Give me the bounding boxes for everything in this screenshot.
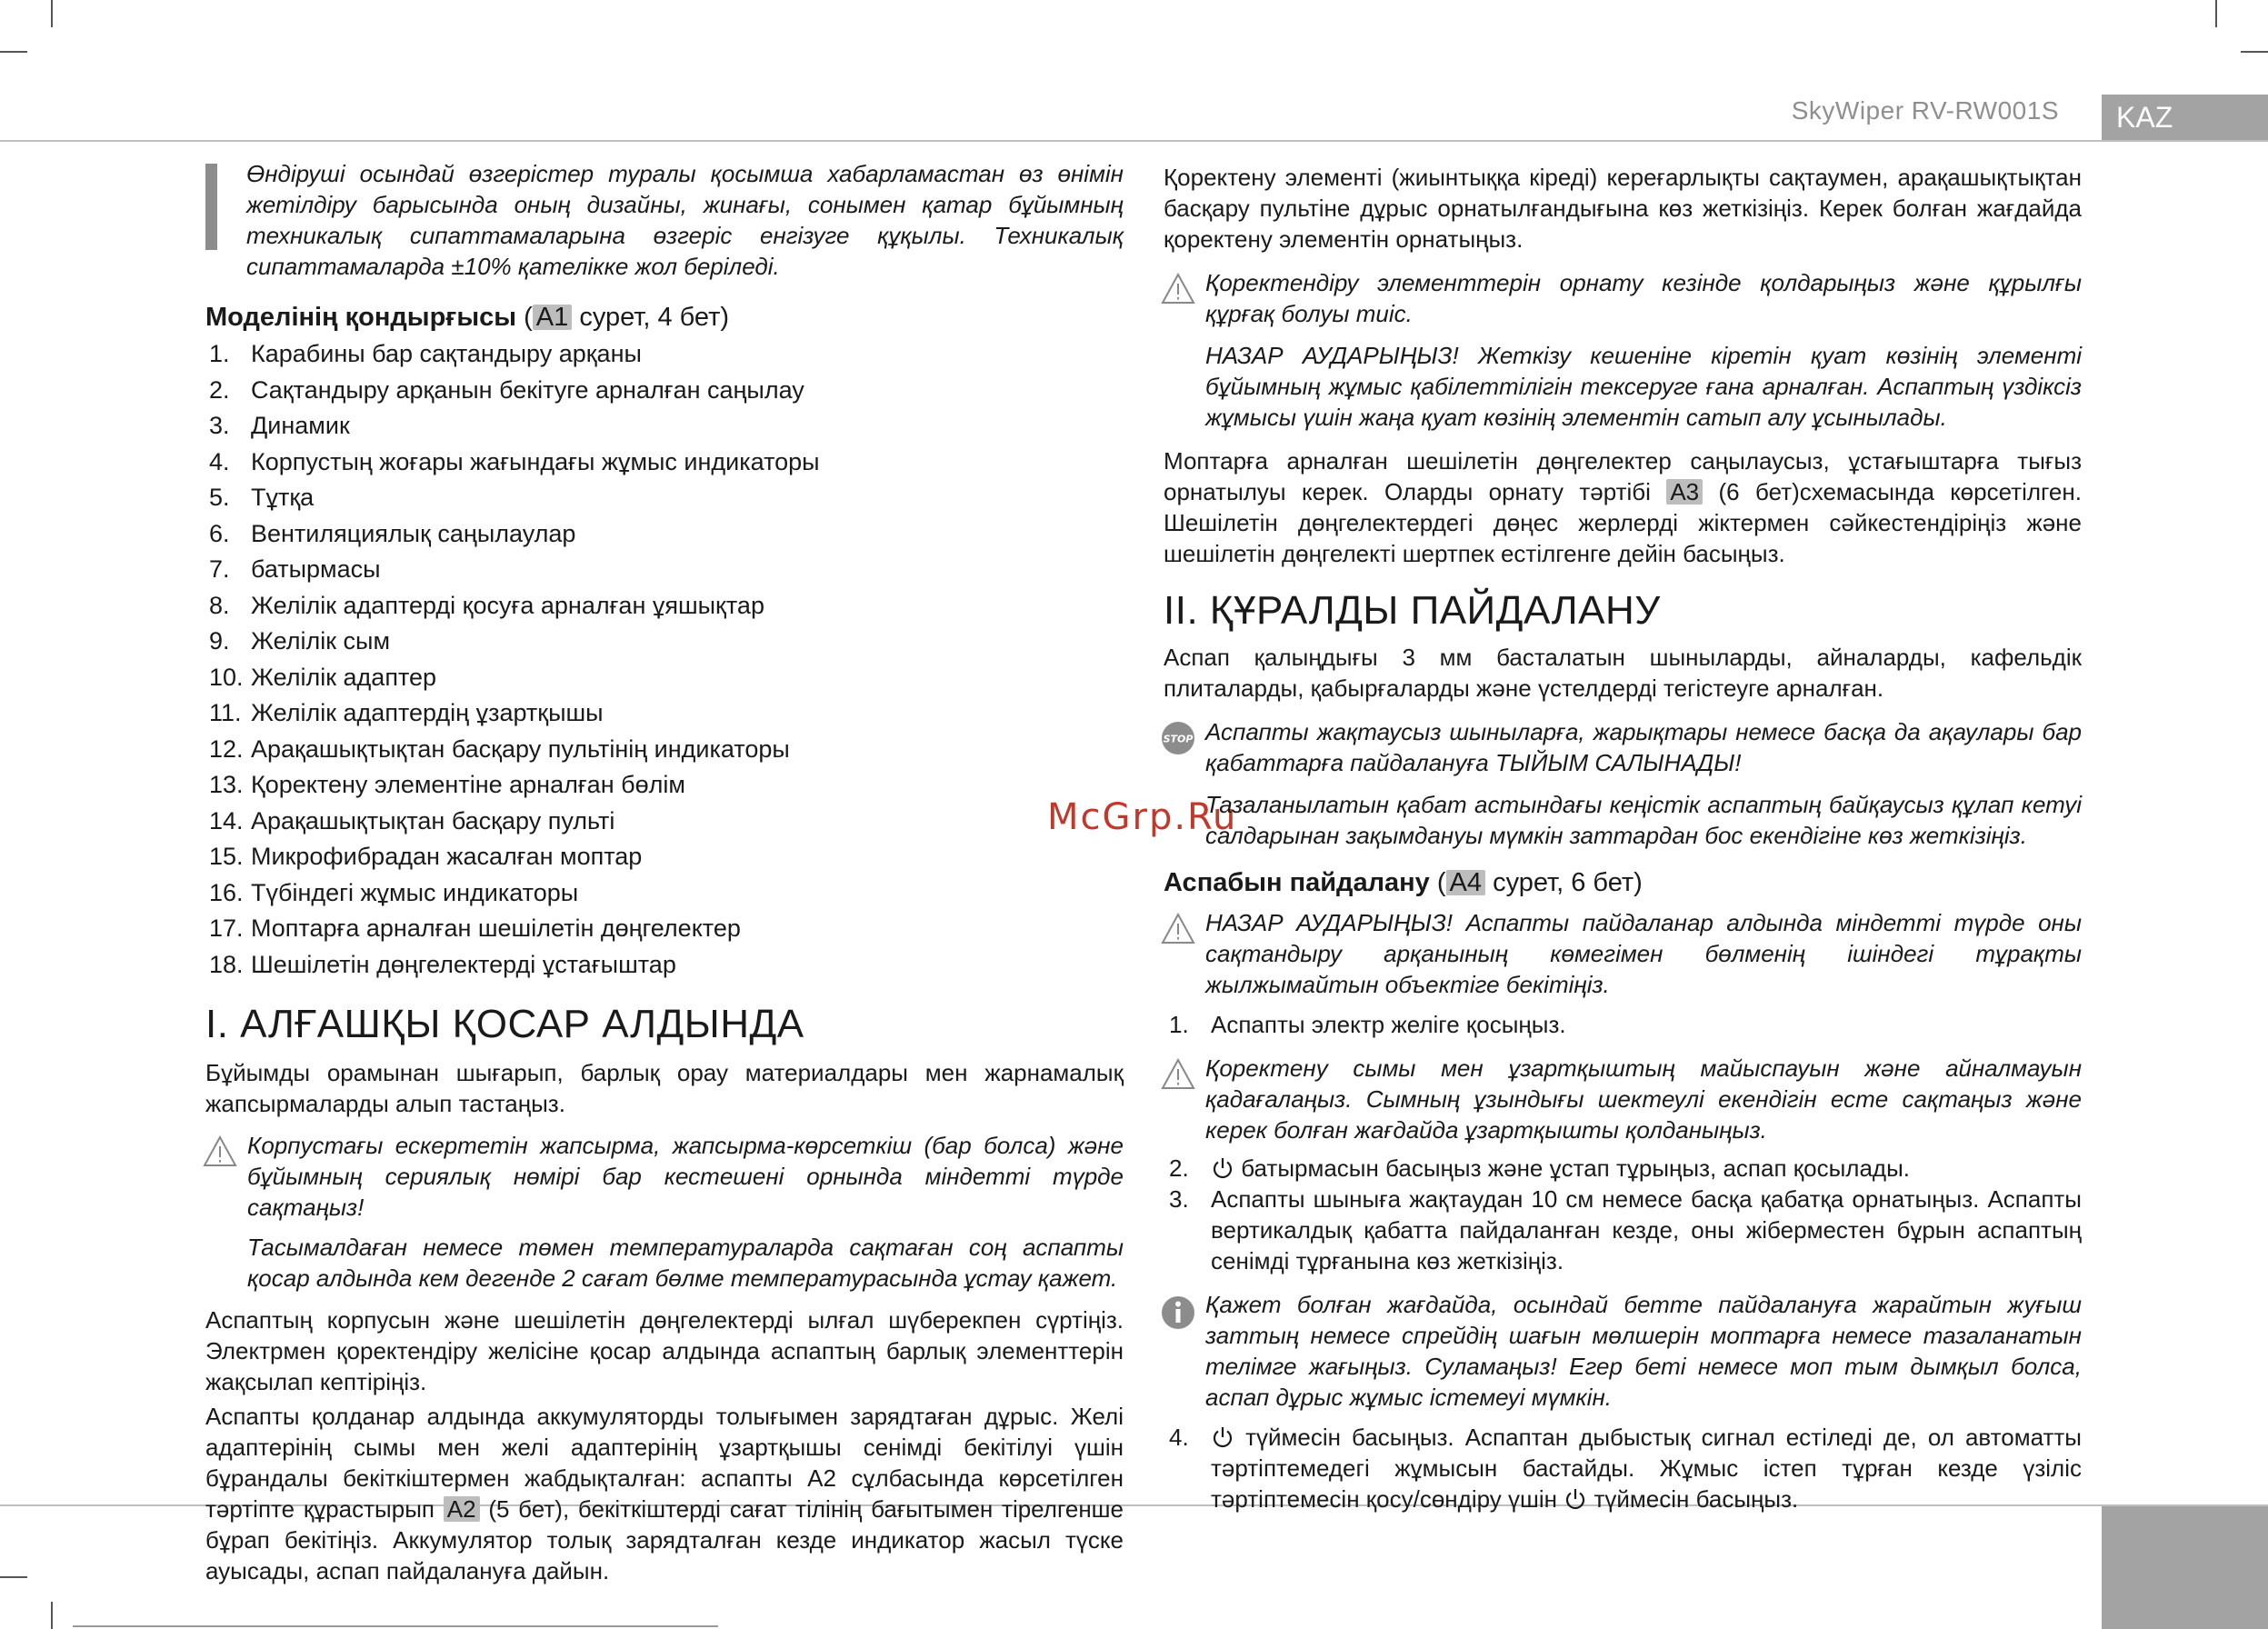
paragraph: Қоректену элементі (жиынтыққа кіреді) кереғарлықты сақтаумен, арақашықтықтан басқару пультіне дұрыс орнатылғандығына көз жеткізіңіз. Керек болған жағдайда қоректену элементін орнатыңыз. — [1164, 164, 2082, 253]
use-heading-line: Аспабын пайдалану ( A4 сурет, 6 бет) — [1164, 868, 1643, 897]
figure-tag-a2: A2 — [444, 1496, 480, 1522]
language-badge: KAZ — [2102, 95, 2268, 140]
warning-note-2 — [1164, 267, 2082, 433]
list-item: 8. Желілік адаптерді қосуға арналған ұяшықтар — [209, 591, 764, 619]
crop-mark — [73, 1625, 718, 1627]
step-1: 1. Аспапты электр желіге қосыңыз. — [1169, 1011, 1566, 1038]
header-divider — [0, 140, 2268, 142]
crop-mark — [2241, 51, 2268, 53]
list-item: 14. Арақашықтықтан басқару пульті — [209, 806, 615, 834]
svg-text:STOP: STOP — [1163, 733, 1194, 745]
paragraph: Аспапты қолданар алдында аккумуляторды толығымен зарядтаған дұрыс. Желі адаптерінің сымы мен желі адаптерінің ұзартқышы сенімді бекітілуі үшін бұрандалы бекіткіштермен жабдықталған: аспапты A2 сұлбасында көрсетілген тәртіпте құрастырып A2 (5 бет), бекіткіштерді сағат тілінің бағытымен тірелгенше бұрап бекітіңіз. Аккумулятор толық зарядталған кезде индикатор жасыл түске ауысады, аспап пайдалануға дайын. — [205, 1403, 1124, 1584]
warning-text: Қоректену сымы мен ұзартқыштың майыспауын және айналмауын қадағалаңыз. Сымның ұзындығы шектеулі екендігін есте сақтаңыз және керек болған жағдайда ұзартқышты қолданыңыз. — [1205, 1054, 2082, 1144]
warning-icon — [1160, 911, 1196, 947]
warning-text: Корпустағы ескертетін жапсырма, жапсырма-көрсеткіш (бар болса) және бұйымның сериялық нөмірі бар кестешені орнында міндетті түрде сақтаңыз! — [247, 1132, 1124, 1221]
warning-text: НАЗАР АУДАРЫҢЫЗ! Аспапты пайдаланар алдында міндетті түрде оны сақтандыру арқанының көмегімен бөлменің ішіндегі тұрақты жылжымайтын объектіге бекітіңіз. — [1205, 909, 2082, 998]
list-item: 1. Карабины бар сақтандыру арқаны — [209, 340, 642, 367]
power-icon — [1211, 1156, 1234, 1180]
list-item: 6. Вентиляциялық саңылаулар — [209, 519, 576, 547]
watermark: McGrp.Ru — [1047, 796, 1238, 838]
list-item: 16. Түбіндегі жұмыс индикаторы — [209, 878, 579, 906]
use-heading: Аспабын пайдалану — [1164, 868, 1430, 897]
crop-mark — [0, 1576, 27, 1578]
warning-icon — [1160, 1056, 1196, 1093]
warning-text: Тасымалдаған немесе төмен температураларда сақтаған соң аспапты қосар алдында кем дегенде 2 сағат бөлме температурасында ұстау қажет. — [247, 1234, 1124, 1292]
warning-note-1 — [205, 1130, 1124, 1294]
step-4: 4. түймесін басыңыз. Аспаптан дыбыстық сигнал естіледі де, ол автоматты тәртіптемедегі жұмысын бастайды. Жұмыс істеп тұрған кезде үзіліс тәртіптемесін қосу/сөндіру үшін түймесін басыңыз. — [1169, 1424, 2082, 1513]
stop-text: Тазаланылатын қабат астындағы кеңістік аспаптың байқаусыз құлап кетуі салдарынан зақымдануы мүмкін заттардан бос екендігіне көз жеткізіңіз. — [1205, 791, 2082, 849]
list-item: 15. Микрофибрадан жасалған моптар — [209, 843, 643, 870]
list-item: 4. Корпустың жоғары жағындағы жұмыс индикаторы — [209, 447, 820, 475]
info-icon — [1160, 1294, 1196, 1331]
stop-text: Аспапты жақтаусыз шыныларға, жарықтары немесе басқа да ақаулары бар қабаттарға пайдалануға ТЫЙЫМ САЛЫНАДЫ! — [1205, 718, 2082, 776]
stop-icon — [1160, 720, 1196, 756]
section-1-paragraph: Бұйымды орамынан шығарып, барлық орау материалдары мен жарнамалық жапсырмаларды алып тастаңыз. — [205, 1059, 1124, 1117]
list-item: 13. Қоректену элементіне арналған бөлім — [209, 771, 685, 798]
header-title: SkyWiper RV-RW001S — [1791, 96, 2059, 125]
page-number-box — [2102, 1506, 2268, 1629]
list-item: 5. Тұтқа — [209, 484, 315, 511]
section-2-title: II. ҚҰРАЛДЫ ПАЙДАЛАНУ — [1164, 588, 1661, 633]
warning-icon — [202, 1134, 238, 1170]
warning-text: НАЗАР АУДАРЫҢЫЗ! Жеткізу кешеніне кіретін қуат көзінің элементі бұйымның жұмыс қабілеттілігін тексеруге ғана арналған. Аспаптың үздіксіз жұмысы үшін жаңа қуат көзінің элементін сатып алу ұсынылады. — [1205, 342, 2082, 431]
model-paren: ( — [524, 303, 533, 332]
paragraph: Аспап қалыңдығы 3 мм басталатын шыныларды, айналарды, кафельдік плиталарды, қабырғаларды және үстелдерді тегістеуге арналған. — [1164, 644, 2082, 702]
paragraph: Аспаптың корпусын және шешілетін дөңгелектерді ылғал шүберекпен сүртіңіз. Электрмен қоректендіру желісіне қосар алдында аспаптың барлық элементтерін жақсылап кептіріңіз. — [205, 1306, 1124, 1395]
model-heading: Моделінің қондырғысы — [205, 303, 517, 332]
paragraph: Моптарға арналған шешілетін дөңгелектер саңылаусыз, ұстағыштарға тығыз орнатылуы керек. Оларды орнату тәртібі A3 (6 бет)схемасында көрсетілген. Шешілетін дөңгелектердегі дөңес жерлерді жіктермен сәйкестендіріңіз және шешілетін дөңгелекті шертпек естілгенге дейін басыңыз. — [1164, 447, 2082, 567]
warning-text: Қоректендіру элементтерін орнату кезінде қолдарыңыз және құрылғы құрғақ болуы тиіс. — [1205, 269, 2082, 327]
crop-mark — [0, 51, 27, 53]
figure-tag-a1: A1 — [533, 305, 572, 330]
section-1-title: I. АЛҒАШҚЫ ҚОСАР АЛДЫНДА — [205, 1002, 804, 1046]
list-item: 9. Желілік сым — [209, 627, 391, 655]
crop-mark — [2215, 0, 2217, 27]
list-item: 7. батырмасы — [209, 555, 381, 583]
power-icon — [1211, 1425, 1234, 1449]
model-ref: сурет, 4 бет) — [579, 303, 730, 332]
info-text: Қажет болған жағдайда, осындай бетте пайдалануға жарайтын жуғыш заттың немесе спрейдің шағын мөлшерін моптарға немесе тазаланатын телімге жағыңыз. Суламаңыз! Егер беті немесе моп тым дымқыл болса, аспап дұрыс жұмыс істемеуі мүмкін. — [1205, 1291, 2082, 1411]
crop-mark — [51, 1602, 53, 1629]
crop-mark — [51, 0, 53, 27]
list-item: 17. Моптарға арналған шешілетін дөңгелектер — [209, 914, 741, 942]
list-item: 18. Шешілетін дөңгелектерді ұстағыштар — [209, 950, 676, 978]
warning-note-3 — [1164, 907, 2082, 1000]
list-item: 10. Желілік адаптер — [209, 663, 437, 691]
step-2: 2. батырмасын басыңыз және ұстап тұрыңыз, аспап қосылады. — [1169, 1154, 1910, 1182]
list-item: 2. Сақтандыру арқанын бекітуге арналған саңылау — [209, 375, 804, 404]
intro-note: Өндіруші осындай өзгерістер туралы қосымша хабарламастан өз өнімін жетілдіру барысында оның дизайны, жинағы, сонымен қатар бұйымның техникалық сипаттамаларына өзгеріс енгізуге құқылы. Техникалық сипаттамаларда ±10% қателікке жол беріледі. — [246, 160, 1124, 280]
right-column — [1164, 162, 2082, 1514]
list-item: 12. Арақашықтықтан басқару пультінің индикаторы — [209, 735, 790, 763]
list-item: 3. Динамик — [209, 412, 350, 439]
step-3: 3. Аспапты шыныға жақтаудан 10 см немесе басқа қабатқа орнатыңыз. Аспапты вертикалдық қабатта пайдаланған кезде, оны жіберместен бұрын аспаптың сенімді тұрғанына көз жеткізіңіз. — [1169, 1185, 2082, 1274]
stop-note — [1164, 716, 2082, 851]
parts-list — [205, 336, 1124, 983]
list-item: 11. Желілік адаптердің ұзартқышы — [209, 699, 604, 726]
info-note — [1164, 1289, 2082, 1413]
warning-note-4 — [1164, 1053, 2082, 1145]
figure-tag-a4: A4 — [1446, 870, 1485, 895]
left-column — [205, 158, 1124, 1586]
warning-icon — [1160, 271, 1196, 307]
figure-tag-a3: A3 — [1666, 479, 1703, 505]
power-icon — [1564, 1487, 1587, 1511]
model-heading-line — [205, 302, 1124, 333]
